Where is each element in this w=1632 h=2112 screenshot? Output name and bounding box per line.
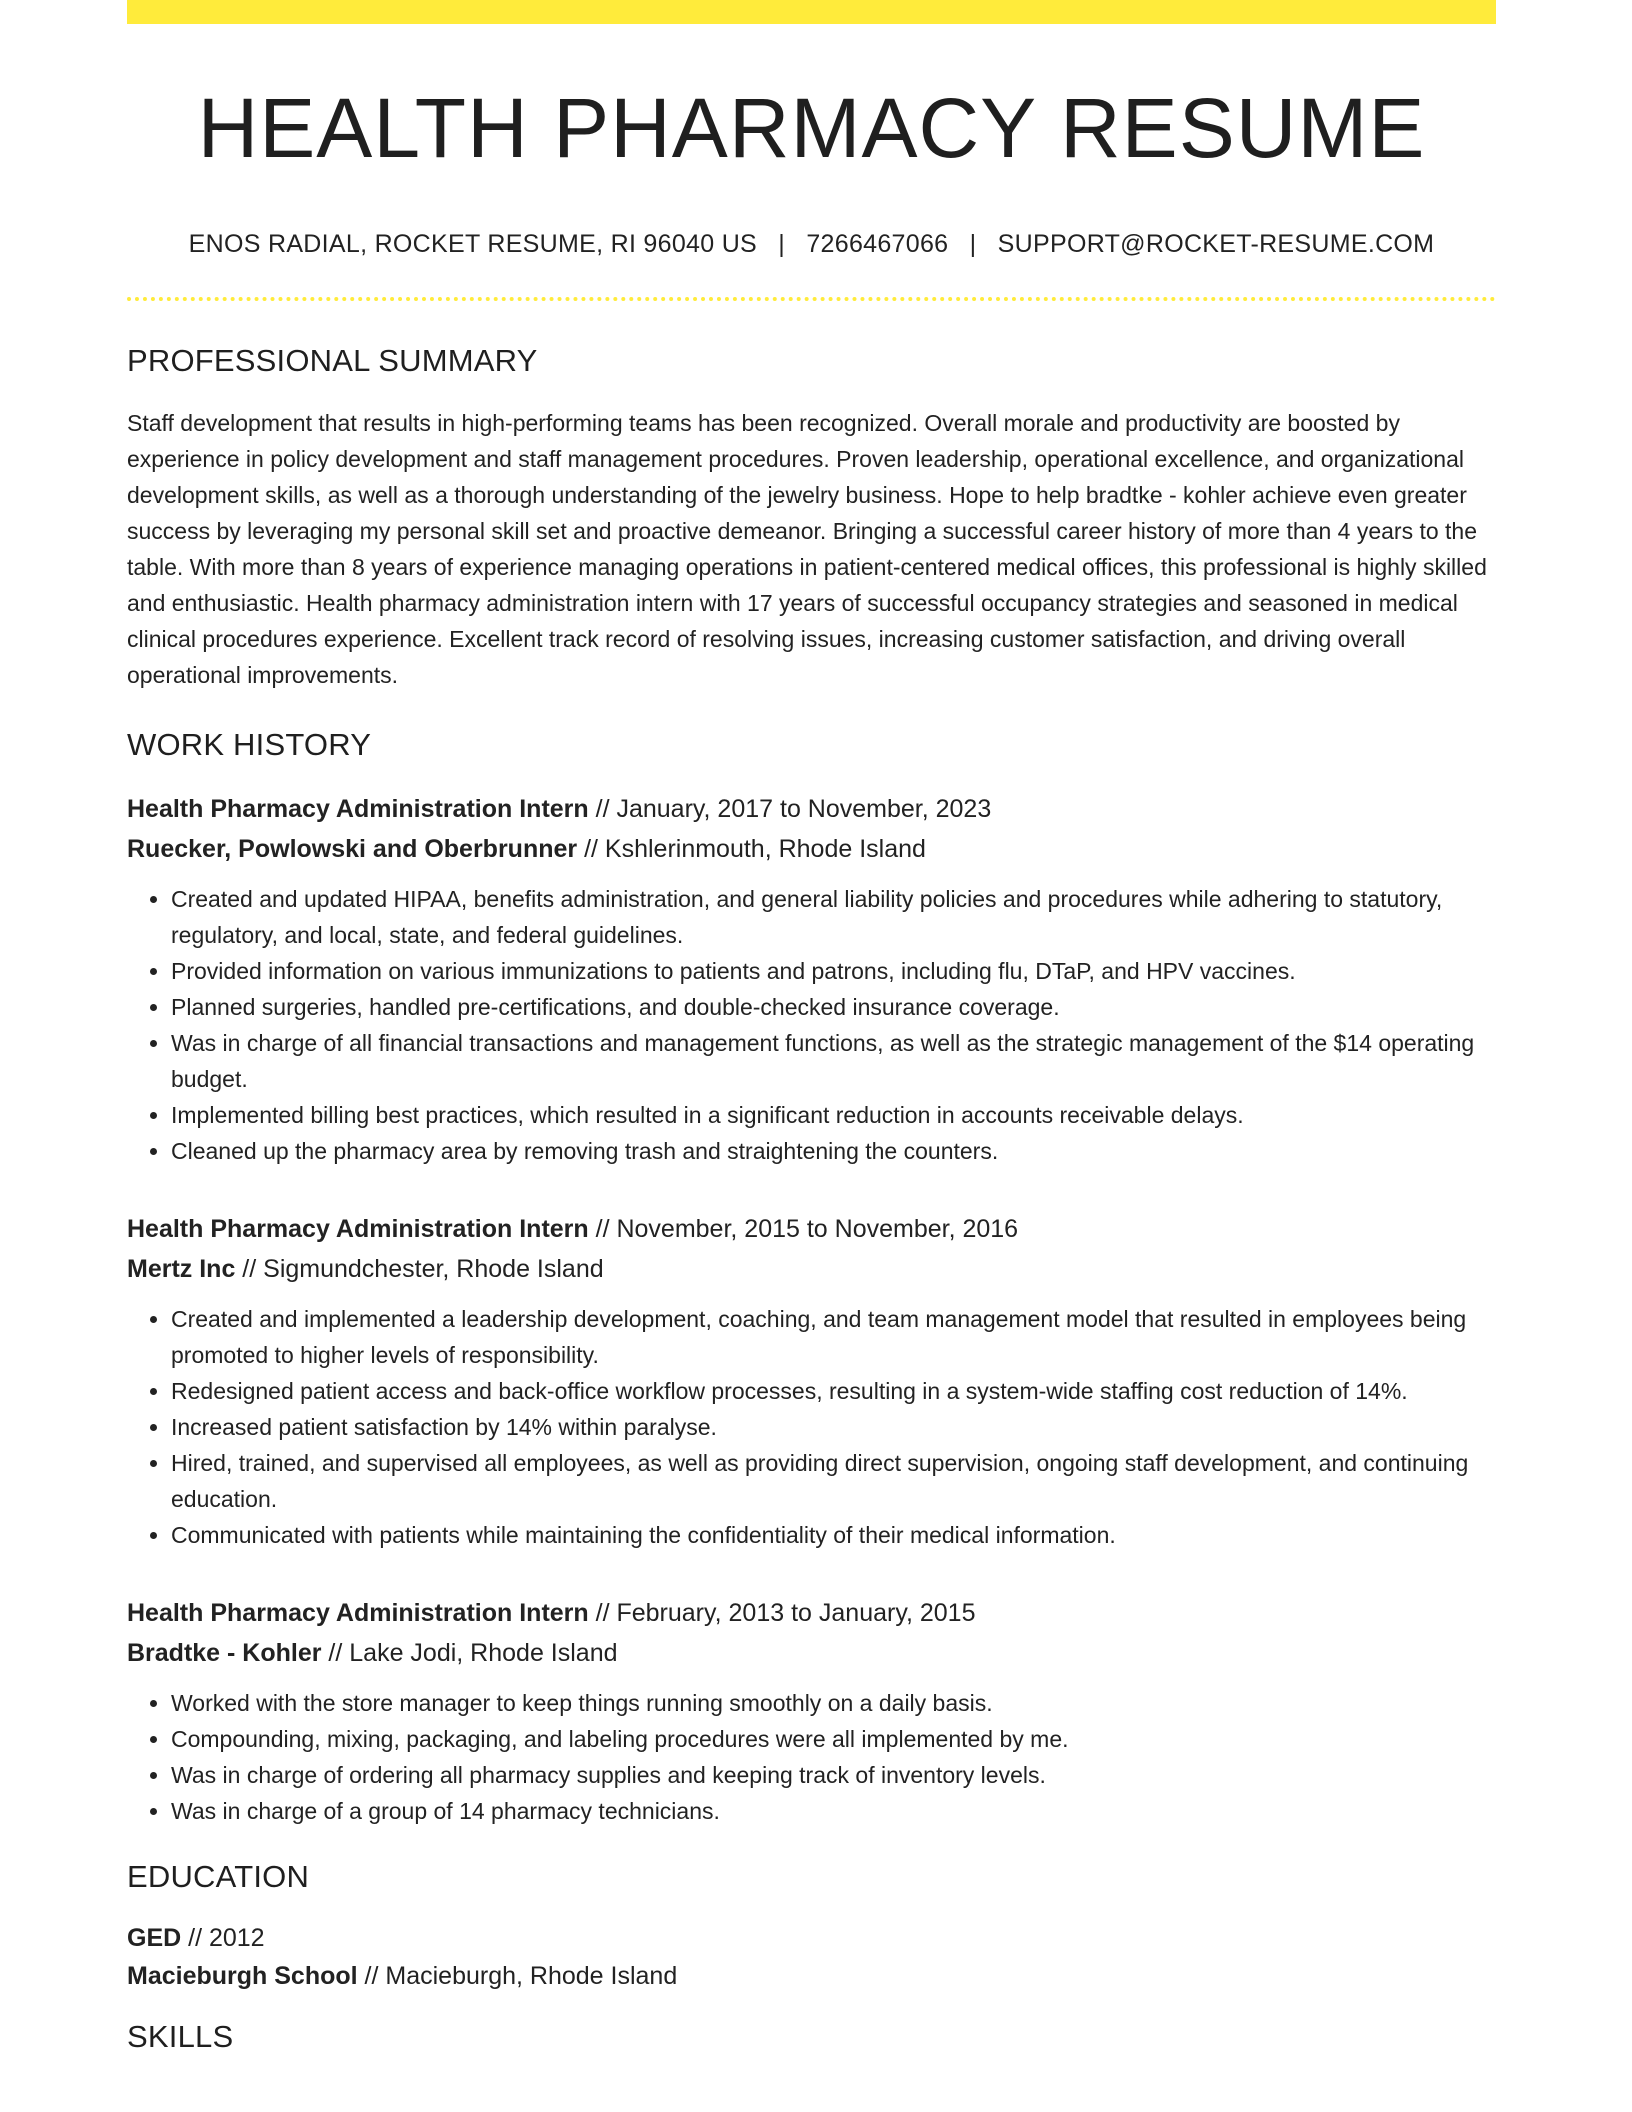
job-bullets bbox=[127, 1685, 1496, 1829]
contact-address: ENOS RADIAL, ROCKET RESUME, RI 96040 US bbox=[188, 230, 758, 259]
education-year: // 2012 bbox=[181, 1924, 265, 1953]
section-heading-education: EDUCATION bbox=[127, 1859, 310, 1895]
list-item: • Communicated with patients while maintaining the confidentiality of their medical information. bbox=[171, 1517, 1496, 1553]
page-title: HEALTH PHARMACY RESUME bbox=[197, 81, 1426, 175]
job-dates: // November, 2015 to November, 2016 bbox=[588, 1215, 1019, 1244]
job-company-line bbox=[127, 1633, 1496, 1673]
list-item: • Created and implemented a leadership development, coaching, and team management model that resulted in employees being promoted to higher levels of responsibility. bbox=[171, 1301, 1496, 1373]
education-degree: GED bbox=[127, 1924, 182, 1953]
work-history-section bbox=[127, 727, 1496, 1829]
education-school-line bbox=[127, 1957, 1496, 1995]
resume-page bbox=[127, 0, 1496, 2055]
job-title: Health Pharmacy Administration Intern bbox=[127, 795, 589, 824]
job-location: // Lake Jodi, Rhode Island bbox=[321, 1639, 618, 1668]
job-entry bbox=[127, 1593, 1496, 1829]
job-company: Mertz Inc bbox=[127, 1255, 236, 1284]
job-title: Health Pharmacy Administration Intern bbox=[127, 1599, 589, 1628]
education-location: // Macieburgh, Rhode Island bbox=[357, 1962, 678, 1991]
job-title-line bbox=[127, 1593, 1496, 1633]
job-location: // Sigmundchester, Rhode Island bbox=[235, 1255, 604, 1284]
list-item: • Hired, trained, and supervised all employees, as well as providing direct supervision, ongoing staff development, and continuing education. bbox=[171, 1445, 1496, 1517]
job-company: Bradtke - Kohler bbox=[127, 1639, 322, 1668]
contact-line bbox=[127, 230, 1496, 259]
education-school: Macieburgh School bbox=[127, 1962, 358, 1991]
list-item: • Redesigned patient access and back-office workflow processes, resulting in a system-wide staffing cost reduction of 14%. bbox=[171, 1373, 1496, 1409]
education-section bbox=[127, 1859, 1496, 1995]
job-dates: // February, 2013 to January, 2015 bbox=[588, 1599, 976, 1628]
section-heading-work: WORK HISTORY bbox=[127, 727, 372, 763]
job-title: Health Pharmacy Administration Intern bbox=[127, 1215, 589, 1244]
job-bullets bbox=[127, 881, 1496, 1169]
summary-text: Staff development that results in high-performing teams has been recognized. Overall morale and productivity are boosted by experience in policy development and staff management procedures. Proven leadership, operational excellence, and organizational development skills, as well as a thorough understanding of the jewelry business. Hope to help bradtke - kohler achieve even greater success by leveraging my personal skill set and proactive demeanor. Bringing a successful career history of more than 4 years to the table. With more than 8 years of experience managing operations in patient-centered medical offices, this professional is highly skilled and enthusiastic. Health pharmacy administration intern with 17 years of successful occupancy strategies and seasoned in medical clinical procedures experience. Excellent track record of resolving issues, increasing customer satisfaction, and driving overall operational improvements. bbox=[127, 410, 1487, 689]
job-company-line bbox=[127, 1249, 1496, 1289]
list-item: • Provided information on various immunizations to patients and patrons, including flu, DTaP, and HPV vaccines. bbox=[171, 953, 1496, 989]
job-entry bbox=[127, 789, 1496, 1169]
job-title-line bbox=[127, 789, 1496, 829]
contact-phone: 7266467066 bbox=[806, 230, 949, 259]
list-item: • Increased patient satisfaction by 14% within paralyse. bbox=[171, 1409, 1496, 1445]
list-item: • Was in charge of ordering all pharmacy supplies and keeping track of inventory levels. bbox=[171, 1757, 1496, 1793]
job-location: // Kshlerinmouth, Rhode Island bbox=[577, 835, 926, 864]
header-divider bbox=[127, 297, 1496, 301]
accent-top-bar bbox=[127, 0, 1496, 24]
section-heading-skills: SKILLS bbox=[127, 2019, 234, 2055]
job-title-line bbox=[127, 1209, 1496, 1249]
list-item: • Worked with the store manager to keep things running smoothly on a daily basis. bbox=[171, 1685, 1496, 1721]
job-company: Ruecker, Powlowski and Oberbrunner bbox=[127, 835, 578, 864]
education-degree-line bbox=[127, 1919, 1496, 1957]
contact-email: SUPPORT@ROCKET-RESUME.COM bbox=[997, 230, 1435, 259]
job-dates: // January, 2017 to November, 2023 bbox=[588, 795, 992, 824]
skills-section bbox=[127, 2019, 1496, 2055]
section-heading-summary: PROFESSIONAL SUMMARY bbox=[127, 343, 538, 379]
list-item: • Created and updated HIPAA, benefits administration, and general liability policies and procedures while adhering to statutory, regulatory, and local, state, and federal guidelines. bbox=[171, 881, 1496, 953]
list-item: • Was in charge of all financial transactions and management functions, as well as the strategic management of the $14 operating budget. bbox=[171, 1025, 1496, 1097]
list-item: • Planned surgeries, handled pre-certifications, and double-checked insurance coverage. bbox=[171, 989, 1496, 1025]
contact-separator: | bbox=[969, 230, 977, 259]
job-company-line bbox=[127, 829, 1496, 869]
list-item: • Cleaned up the pharmacy area by removing trash and straightening the counters. bbox=[171, 1133, 1496, 1169]
contact-separator: | bbox=[778, 230, 786, 259]
list-item: • Implemented billing best practices, which resulted in a significant reduction in accounts receivable delays. bbox=[171, 1097, 1496, 1133]
list-item: • Was in charge of a group of 14 pharmacy technicians. bbox=[171, 1793, 1496, 1829]
job-bullets bbox=[127, 1301, 1496, 1553]
education-entry bbox=[127, 1919, 1496, 1995]
professional-summary-section bbox=[127, 343, 1496, 693]
job-entry bbox=[127, 1209, 1496, 1553]
list-item: • Compounding, mixing, packaging, and labeling procedures were all implemented by me. bbox=[171, 1721, 1496, 1757]
